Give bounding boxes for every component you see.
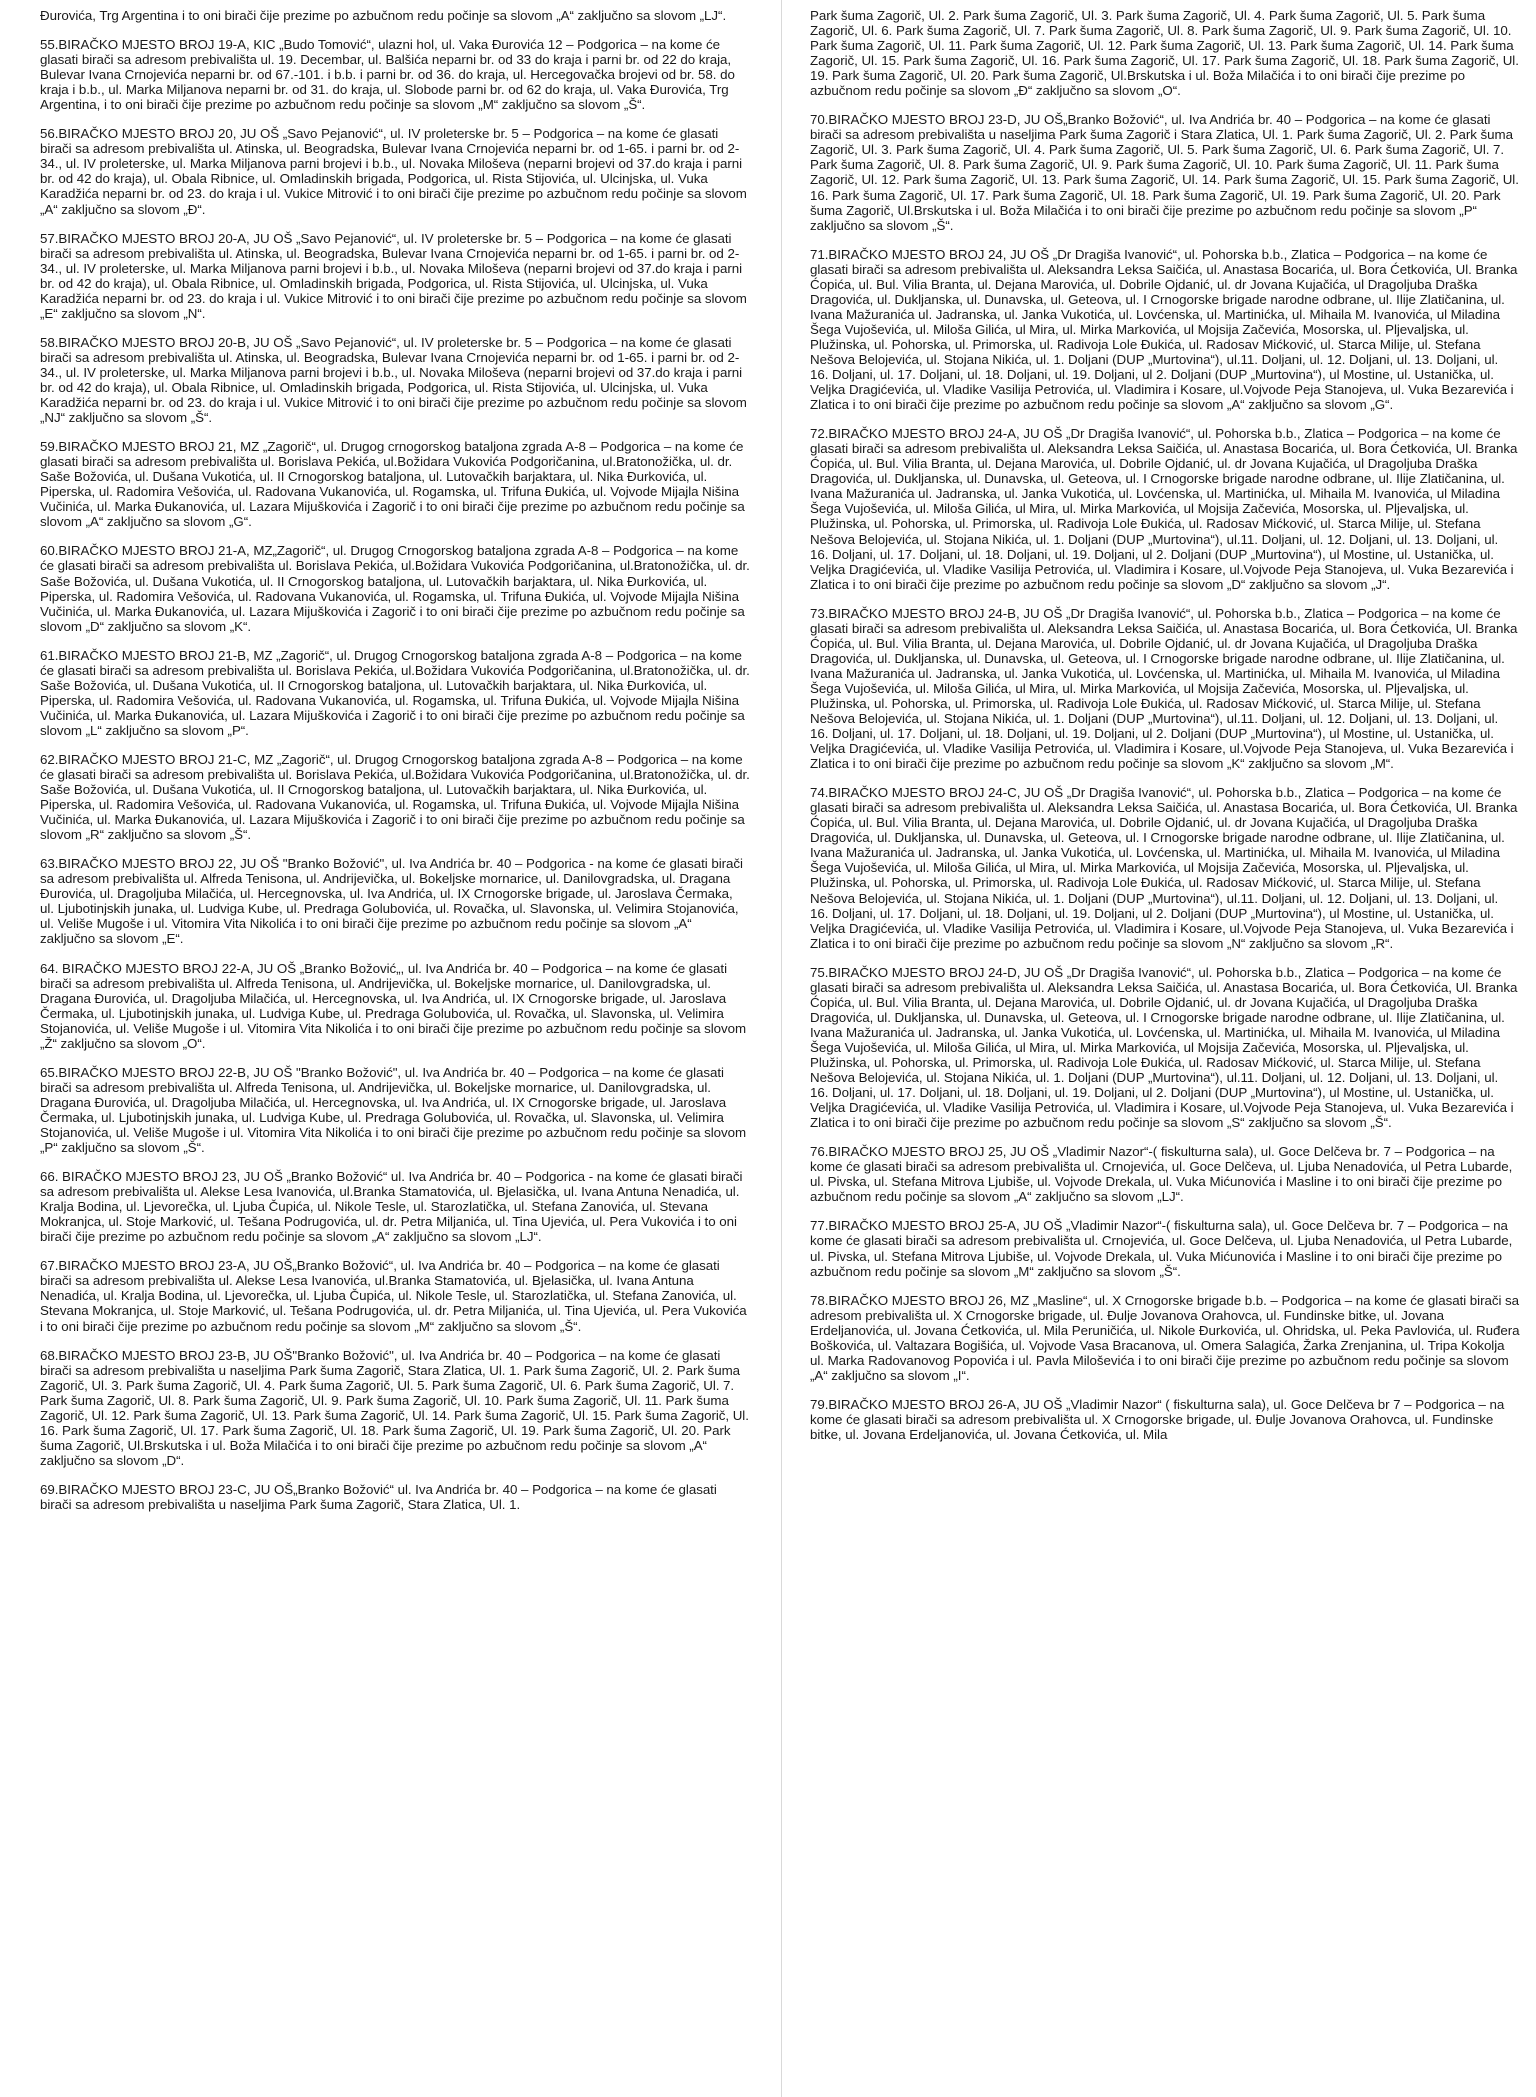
entry-77: 77.BIRAČKO MJESTO BROJ 25-A, JU OŠ „Vladimir Nazor“-( fiskulturna sala), ul. Goce Delčeva br. 7 – Podgorica – na kome će glasati birači sa adresom prebivališta ul. Crnojevića, ul. Goce Delčeva, ul. Ljuba Nenadovića, ul Petra Lubarde, ul. Pivska, ul. Stefana Mitrova Ljubiše, ul. Vojvode Drekala, ul. Vuka Mićunovića i Masline i to oni birači čije prezime po azbučnom redu počinje sa slovom „M“ zaključno sa slovom „Š“. xyxy=(810,1218,1513,1279)
entry-72: 72.BIRAČKO MJESTO BROJ 24-A, JU OŠ „Dr Dragiša Ivanović“, ul. Pohorska b.b., Zlatica – Podgorica – na kome će glasati birači sa adresom prebivališta ul. Aleksandra Leksa Saičića, ul. Anastasa Bocarića, ul. Bora Ćetkovića, Ul. Branka Ćopića, ul. Bul. Vilia Branta, ul. Dejana Marovića, ul. Dobrile Ojdanić, ul. dr Jovana Kujačića, ul Dragoljuba Draška Dragovića, ul. Dukljanska, ul. Dunavska, ul. Geteova, ul. I Crnogorske brigade narodne odbrane, ul. Ilije Zlatičanina, ul. Ivana Mažuranića ul. Jadranska, ul. Janka Vukotića, ul. Lovćenska, ul. Martinićka, ul. Mihaila M. Ivanovića, ul Miladina Šega Vujoševića, ul. Miloša Gilića, ul Mira, ul. Mirka Markovića, ul Mojsija Začevića, Mosorska, ul. Pljevaljska, ul. Plužinska, ul. Pohorska, ul. Primorska, ul. Radivoja Lole Đukića, ul. Radosav Mićković, ul. Starca Milije, ul. Stefana Nešova Belojevića, ul. Stojana Nikića, ul. 1. Doljani (DUP „Murtovina“), ul.11. Doljani, ul. 12. Doljani, ul. 13. Doljani, ul. 16. Doljani, ul. 17. Doljani, ul. 18. Doljani, ul. 19. Doljani, ul 2. Doljani (DUP „Murtovina“), ul Mostine, ul. Ustanička, ul. Veljka Dragićevića, ul. Vladike Vasilija Petrovića, ul. Vladimira i Kosare, ul.Vojvode Peja Stanojeva, ul. Vuka Bezarevića i Zlatica i to oni birači čije prezime po azbučnom redu počinje sa slovom „D“ zaključno sa slovom „J“. xyxy=(810,426,1518,592)
left-column xyxy=(40,8,750,1526)
entry-61: 61.BIRAČKO MJESTO BROJ 21-B, MZ „Zagorič“, ul. Drugog Crnogorskog bataljona zgrada A-8 – Podgorica – na kome će glasati birači sa adresom prebivališta ul. Borislava Pekića, ul.Božidara Vukovića Podgoričanina, ul.Bratonožička, ul. dr. Saše Božovića, ul. Dušana Vukotića, ul. II Crnogorskog bataljona, ul. Lutovačkih barjaktara, ul. Nika Đurkovića, ul. Piperska, ul. Radomira Vešovića, ul. Radovana Vukanovića, ul. Rogamska, ul. Trifuna Đukića, ul. Vojvode Mijajla Nišina Vučinića, ul. Marka Đukanovića, ul. Lazara Mijuškovića i Zagorič i to oni birači čije prezime po azbučnom redu počinje sa slovom „L“ zaključno sa slovom „P“. xyxy=(40,647,750,738)
entry-59: 59.BIRAČKO MJESTO BROJ 21, MZ „Zagorič“, ul. Drugog crnogorskog bataljona zgrada A-8 – Podgorica – na kome će glasati birači sa adresom prebivališta ul. Borislava Pekića, ul.Božidara Vukovića Podgoričanina, ul.Bratonožička, ul. dr. Saše Božovića, ul. Dušana Vukotića, ul. II Crnogorskog bataljona, ul. Lutovačkih barjaktara, ul. Nika Đurkovića, ul. Piperska, ul. Radomira Vešovića, ul. Radovana Vukanovića, ul. Rogamska, ul. Trifuna Đukića, ul. Vojvode Mijajla Nišina Vučinića, ul. Marka Đukanovića, ul. Lazara Mijuškovića i Zagorič i to oni birači čije prezime po azbučnom redu počinje sa slovom „A“ zaključno sa slovom „G“. xyxy=(40,439,745,530)
entry-55: 55.BIRAČKO MJESTO BROJ 19-A, KIC „Budo Tomović“, ulazni hol, ul. Vaka Đurovića 12 – Podgorica – na kome će glasati birači sa adresom prebivališta ul. 19. Decembar, ul. Balšića neparni br. od 33 do kraja i parni br. od 22 do kraja, Bulevar Ivana Crnojevića neparni br. od 67.-101. i b.b. i parni br. od 36. do kraja, ul. Hercegovačka brojevi od br. 58. do kraja i b.b., ul. Marka Miljanova neparni br. od 31. do kraja, ul. Slobode parni br. od 62 do kraja, ul. Vaka Đurovića, Trg Argentina, i to oni birači čije prezime po azbučnom redu počinje sa slovom „M“ zaključno sa slovom „Š“. xyxy=(40,37,735,113)
entry-63: 63.BIRAČKO MJESTO BROJ 22, JU OŠ "Branko Božović", ul. Iva Andrića br. 40 – Podgorica - na kome će glasati birači sa adresom prebivališta ul. Alfreda Tenisona, ul. Andrijevička, ul. Bokeljske mornarice, ul. Danilovgradska, ul. Dragana Đurovića, ul. Dragoljuba Milačića, ul. Hercegnovska, ul. Iva Andrića, ul. IX Crnogorske brigade, ul. Jaroslava Čermaka, ul. Ljubotinjskih junaka, ul. Ludviga Kube, ul. Predraga Golubovića, ul. Rovačka, ul. Slavonska, ul. Velimira Stojanovića, ul. Veliše Mugoše i ul. Vitomira Vita Nikolića i to oni birači čije prezime po azbučnom redu počinje sa slovom „A“ zaključno sa slovom „E“. xyxy=(40,856,743,947)
entry-79: 79.BIRAČKO MJESTO BROJ 26-A, JU OŠ „Vladimir Nazor“ ( fiskulturna sala), ul. Goce Delčeva br 7 – Podgorica – na kome će glasati birači sa adresom prebivališta ul. X Crnogorske brigade, ul. Đulje Jovanova Orahovca, ul. Fundinske bitke, ul. Jovana Erdeljanovića, ul. Jovana Ćetkovića, ul. Mila xyxy=(810,1396,1505,1442)
entry-56: 56.BIRAČKO MJESTO BROJ 20, JU OŠ „Savo Pejanović“, ul. IV proleterske br. 5 – Podgorica – na kome će glasati birači sa adresom prebivališta ul. Atinska, ul. Beogradska, Bulevar Ivana Crnojevića neparni br. od 1-65. i parni br. od 2-34., ul. IV proleterske, ul. Marka Miljanova parni brojevi i b.b., ul. Novaka Miloševa (neparni brojevi od 37.do kraja i parni br. od 42 do kraja), ul. Obala Ribnice, ul. Omladinskih brigada, Podgorica, ul. Rista Stijovića, ul. Ulcinjska, ul. Vuka Karadžića neparni br. od 23. do kraja i ul. Vukice Mitrović i to oni birači čije prezime po azbučnom redu počinje sa slovom „A“ zaključno sa slovom „Đ“. xyxy=(40,126,747,217)
entry-73: 73.BIRAČKO MJESTO BROJ 24-B, JU OŠ „Dr Dragiša Ivanović“, ul. Pohorska b.b., Zlatica – Podgorica – na kome će glasati birači sa adresom prebivališta ul. Aleksandra Leksa Saičića, ul. Anastasa Bocarića, ul. Bora Ćetkovića, Ul. Branka Ćopića, ul. Bul. Vilia Branta, ul. Dejana Marovića, ul. Dobrile Ojdanić, ul. dr Jovana Kujačića, ul Dragoljuba Draška Dragovića, ul. Dukljanska, ul. Dunavska, ul. Geteova, ul. I Crnogorske brigade narodne odbrane, ul. Ilije Zlatičanina, ul. Ivana Mažuranića ul. Jadranska, ul. Janka Vukotića, ul. Lovćenska, ul. Martinićka, ul. Mihaila M. Ivanovića, ul Miladina Šega Vujoševića, ul. Miloša Gilića, ul Mira, ul. Mirka Markovića, ul Mojsija Začevića, Mosorska, ul. Pljevaljska, ul. Plužinska, ul. Pohorska, ul. Primorska, ul. Radivoja Lole Đukića, ul. Radosav Mićković, ul. Starca Milije, ul. Stefana Nešova Belojevića, ul. Stojana Nikića, ul. 1. Doljani (DUP „Murtovina“), ul.11. Doljani, ul. 12. Doljani, ul. 13. Doljani, ul. 16. Doljani, ul. 17. Doljani, ul. 18. Doljani, ul. 19. Doljani, ul 2. Doljani (DUP „Murtovina“), ul Mostine, ul. Ustanička, ul. Veljka Dragićevića, ul. Vladike Vasilija Petrovića, ul. Vladimira i Kosare, ul.Vojvode Peja Stanojeva, ul. Vuka Bezarevića i Zlatica i to oni birači čije prezime po azbučnom redu počinje sa slovom „K“ zaključno sa slovom „M“. xyxy=(810,605,1518,772)
entry-68: 68.BIRAČKO MJESTO BROJ 23-B, JU OŠ"Branko Božović", ul. Iva Andrića br. 40 – Podgorica – na kome će glasati birači sa adresom prebivališta u naseljima Park šuma Zagorič, Stara Zlatica, Ul. 1. Park šuma Zagorič, Ul. 2. Park šuma Zagorič, Ul. 3. Park šuma Zagorič, Ul. 4. Park šuma Zagorič, Ul. 5. Park šuma Zagorič, Ul. 6. Park šuma Zagorič, Ul. 7. Park šuma Zagorič, Ul. 8. Park šuma Zagorič, Ul. 9. Park šuma Zagorič, Ul. 10. Park šuma Zagorič, Ul. 11. Park šuma Zagorič, Ul. 12. Park šuma Zagorič, Ul. 13. Park šuma Zagorič, Ul. 14. Park šuma Zagorič, Ul. 15. Park šuma Zagorič, Ul. 16. Park šuma Zagorič, Ul. 17. Park šuma Zagorič, Ul. 18. Park šuma Zagorič, Ul. 19. Park šuma Zagorič, Ul. 20. Park šuma Zagorič, Ul.Brskutska i ul. Boža Milačića i to oni birači čije prezime po azbučnom redu počinje sa slovom „A“ zaključno sa slovom „D“. xyxy=(40,1347,749,1468)
column-divider xyxy=(781,0,782,2097)
entry-64: 64. BIRAČKO MJESTO BROJ 22-A, JU OŠ „Branko Božović„, ul. Iva Andrića br. 40 – Podgorica – na kome će glasati birači sa adresom prebivališta ul. Alfreda Tenisona, ul. Andrijevička, ul. Bokeljske mornarice, ul. Danilovgradska, ul. Dragana Đurovića, ul. Dragoljuba Milačića, ul. Hercegnovska, ul. Iva Andrića, ul. IX Crnogorske brigade, ul. Jaroslava Čermaka, ul. Ljubotinjskih junaka, ul. Ludviga Kube, ul. Predraga Golubovića, ul. Rovačka, ul. Slavonska, ul. Velimira Stojanovića, ul. Veliše Mugoše i ul. Vitomira Vita Nikolića i to oni birači čije prezime po azbučnom redu počinje sa slovom „Ž“ zaključno sa slovom „O“. xyxy=(40,960,747,1051)
entry-60: 60.BIRAČKO MJESTO BROJ 21-A, MZ„Zagorič“, ul. Drugog Crnogorskog bataljona zgrada A-8 – Podgorica – na kome će glasati birači sa adresom prebivališta ul. Borislava Pekića, ul.Božidara Vukovića Podgoričanina, ul.Bratonožička, ul. dr. Saše Božovića, ul. Dušana Vukotića, ul. II Crnogorskog bataljona, ul. Lutovačkih barjaktara, ul. Nika Đurkovića, ul. Piperska, ul. Radomira Vešovića, ul. Radovana Vukanovića, ul. Rogamska, ul. Trifuna Đukića, ul. Vojvode Mijajla Nišina Vučinića, ul. Marka Đukanovića, ul. Lazara Mijuškovića i Zagorič i to oni birači čije prezime po azbučnom redu počinje sa slovom „D“ zaključno sa slovom „K“. xyxy=(40,543,750,634)
entry-67: 67.BIRAČKO MJESTO BROJ 23-A, JU OŠ„Branko Božović“, ul. Iva Andrića br. 40 – Podgorica – na kome će glasati birači sa adresom prebivališta ul. Alekse Lesa Ivanovića, ul.Branka Stamatovića, ul. Bjelasička, ul. Ivana Antuna Nenadića, ul. Kralja Bodina, ul. Ljevorečka, ul. Ljuba Čupića, ul. Nikole Tesle, ul. Starozlatička, ul. Stefana Zanovića, ul. Stevana Mokranjca, ul. Stoje Marković, ul. Tešana Podrugovića, ul. dr. Petra Miljanića, ul. Tina Ujevića, ul. Pera Vukovića i to oni birači čije prezime po azbučnom redu počinje sa slovom „M“ zaključno sa slovom „Š“. xyxy=(40,1258,747,1334)
entry-66: 66. BIRAČKO MJESTO BROJ 23, JU OŠ „Branko Božović“ ul. Iva Andrića br. 40 – Podgorica - na kome će glasati birači sa adresom prebivališta ul. Alekse Lesa Ivanovića, ul.Branka Stamatovića, ul. Bjelasička, ul. Ivana Antuna Nenadića, ul. Kralja Bodina, ul. Ljevorečka, ul. Ljuba Čupića, ul. Nikole Tesle, ul. Starozlatička, ul. Stefana Zanovića, ul. Stevana Mokranjca, ul. Stoje Marković, ul. Tešana Podrugovića, ul. dr. Petra Miljanića, ul. Tina Ujevića, ul. Pera Vukovića i to oni birači čije prezime po azbučnom redu počinje sa slovom „A“ zaključno sa slovom „LJ“. xyxy=(40,1169,743,1245)
entry-76: 76.BIRAČKO MJESTO BROJ 25, JU OŠ „Vladimir Nazor“-( fiskulturna sala), ul. Goce Delčeva br. 7 – Podgorica – na kome će glasati birači sa adresom prebivališta ul. Crnojevića, ul. Goce Delčeva, ul. Ljuba Nenadovića, ul Petra Lubarde, ul. Pivska, ul. Stefana Mitrova Ljubiše, ul. Vojvode Drekala, ul. Vuka Mićunovića i Masline i to oni birači čije prezime po azbučnom redu počinje sa slovom „A“ zaključno sa slovom „LJ“. xyxy=(810,1144,1513,1205)
entry-continuation-right: Park šuma Zagorič, Ul. 2. Park šuma Zagorič, Ul. 3. Park šuma Zagorič, Ul. 4. Park šuma Zagorič, Ul. 5. Park šuma Zagorič, Ul. 6. Park šuma Zagorič, Ul. 7. Park šuma Zagorič, Ul. 8. Park šuma Zagorič, Ul. 9. Park šuma Zagorič, Ul. 10. Park šuma Zagorič, Ul. 11. Park šuma Zagorič, Ul. 12. Park šuma Zagorič, Ul. 13. Park šuma Zagorič, Ul. 14. Park šuma Zagorič, Ul. 15. Park šuma Zagorič, Ul. 16. Park šuma Zagorič, Ul. 17. Park šuma Zagorič, Ul. 18. Park šuma Zagorič, Ul. 19. Park šuma Zagorič, Ul. 20. Park šuma Zagorič, Ul.Brskutska i ul. Boža Milačića i to oni birači čije prezime po azbučnom redu počinje sa slovom „Đ“ zaključno sa slovom „O“. xyxy=(810,8,1519,99)
entry-75: 75.BIRAČKO MJESTO BROJ 24-D, JU OŠ „Dr Dragiša Ivanović“, ul. Pohorska b.b., Zlatica – Podgorica – na kome će glasati birači sa adresom prebivališta ul. Aleksandra Leksa Saičića, ul. Anastasa Bocarića, ul. Bora Ćetkovića, Ul. Branka Ćopića, ul. Bul. Vilia Branta, ul. Dejana Marovića, ul. Dobrile Ojdanić, ul. dr Jovana Kujačića, ul Dragoljuba Draška Dragovića, ul. Dukljanska, ul. Dunavska, ul. Geteova, ul. I Crnogorske brigade narodne odbrane, ul. Ilije Zlatičanina, ul. Ivana Mažuranića ul. Jadranska, ul. Janka Vukotića, ul. Lovćenska, ul. Martinićka, ul. Mihaila M. Ivanovića, ul Miladina Šega Vujoševića, ul. Miloša Gilića, ul Mira, ul. Mirka Markovića, ul Mojsija Začevića, Mosorska, ul. Pljevaljska, ul. Plužinska, ul. Pohorska, ul. Primorska, ul. Radivoja Lole Đukića, ul. Radosav Mićković, ul. Starca Milije, ul. Stefana Nešova Belojevića, ul. Stojana Nikića, ul. 1. Doljani (DUP „Murtovina“), ul.11. Doljani, ul. 12. Doljani, ul. 13. Doljani, ul. 16. Doljani, ul. 17. Doljani, ul. 18. Doljani, ul. 19. Doljani, ul 2. Doljani (DUP „Murtovina“), ul Mostine, ul. Ustanička, ul. Veljka Dragićevića, ul. Vladike Vasilija Petrovića, ul. Vladimira i Kosare, ul.Vojvode Peja Stanojeva, ul. Vuka Bezarevića i Zlatica i to oni birači čije prezime po azbučnom redu počinje sa slovom „S“ zaključno sa slovom „Š“. xyxy=(810,964,1518,1131)
entry-65: 65.BIRAČKO MJESTO BROJ 22-B, JU OŠ "Branko Božović", ul. Iva Andrića br. 40 – Podgorica – na kome će glasati birači sa adresom prebivališta ul. Alfreda Tenisona, ul. Andrijevička, ul. Bokeljske mornarice, ul. Danilovgradska, ul. Dragana Đurovića, ul. Dragoljuba Milačića, ul. Hercegnovska, ul. Iva Andrića, ul. IX Crnogorske brigade, ul. Jaroslava Čermaka, ul. Ljubotinjskih junaka, ul. Ludviga Kube, ul. Predraga Golubovića, ul. Rovačka, ul. Slavonska, ul. Velimira Stojanovića, ul. Veliše Mugoše i ul. Vitomira Vita Nikolića i to oni birači čije prezime po azbučnom redu počinje sa slovom „P“ zaključno sa slovom „Š“. xyxy=(40,1064,747,1156)
entry-78: 78.BIRAČKO MJESTO BROJ 26, MZ „Masline“, ul. X Crnogorske brigade b.b. – Podgorica – na kome će glasati birači sa adresom prebivališta ul. X Crnogorske brigade, ul. Đulje Jovanova Orahovca, ul. Fundinske bitke, ul. Jovana Erdeljanovića, ul. Jovana Ćetkovića, ul. Mila Peruničića, ul. Nikole Đurkovića, ul. Ohridska, ul. Peka Pavlovića, ul. Ruđera Boškovića, ul. Valtazara Bogišića, ul. Vojvode Vasa Bracanova, ul. Omera Salagića, Žarka Zrenjanina, ul. Tripa Kokolja ul. Marka Radovanovog Popovića i ul. Pavla Miloševića i to oni birači čije prezime po azbučnom redu počinje sa slovom „A“ zaključno sa slovom „I“. xyxy=(810,1292,1520,1383)
entry-continuation-left: Đurovića, Trg Argentina i to oni birači čije prezime po azbučnom redu počinje sa slovom „A“ zaključno sa slovom „LJ“. xyxy=(40,8,727,23)
entry-74: 74.BIRAČKO MJESTO BROJ 24-C, JU OŠ „Dr Dragiša Ivanović“, ul. Pohorska b.b., Zlatica – Podgorica – na kome će glasati birači sa adresom prebivališta ul. Aleksandra Leksa Saičića, ul. Anastasa Bocarića, ul. Bora Ćetkovića, Ul. Branka Ćopića, ul. Bul. Vilia Branta, ul. Dejana Marovića, ul. Dobrile Ojdanić, ul. dr Jovana Kujačića, ul Dragoljuba Draška Dragovića, ul. Dukljanska, ul. Dunavska, ul. Geteova, ul. I Crnogorske brigade narodne odbrane, ul. Ilije Zlatičanina, ul. Ivana Mažuranića ul. Jadranska, ul. Janka Vukotića, ul. Lovćenska, ul. Martinićka, ul. Mihaila M. Ivanovića, ul Miladina Šega Vujoševića, ul. Miloša Gilića, ul Mira, ul. Mirka Markovića, ul Mojsija Začevića, Mosorska, ul. Pljevaljska, ul. Plužinska, ul. Pohorska, ul. Primorska, ul. Radivoja Lole Đukića, ul. Radosav Mićković, ul. Starca Milije, ul. Stefana Nešova Belojevića, ul. Stojana Nikića, ul. 1. Doljani (DUP „Murtovina“), ul.11. Doljani, ul. 12. Doljani, ul. 13. Doljani, ul. 16. Doljani, ul. 17. Doljani, ul. 18. Doljani, ul. 19. Doljani, ul 2. Doljani (DUP „Murtovina“), ul Mostine, ul. Ustanička, ul. Veljka Dragićevića, ul. Vladike Vasilija Petrovića, ul. Vladimira i Kosare, ul.Vojvode Peja Stanojeva, ul. Vuka Bezarevića i Zlatica i to oni birači čije prezime po azbučnom redu počinje sa slovom „N“ zaključno sa slovom „R“. xyxy=(810,785,1518,951)
entry-58: 58.BIRAČKO MJESTO BROJ 20-B, JU OŠ „Savo Pejanović“, ul. IV proleterske br. 5 – Podgorica – na kome će glasati birači sa adresom prebivališta ul. Atinska, ul. Beogradska, Bulevar Ivana Crnojevića neparni br. od 1-65. i parni br. od 2-34., ul. IV proleterske, ul. Marka Miljanova parni brojevi i b.b., ul. Novaka Miloševa (neparni brojevi od 37.do kraja i parni br. od 42 do kraja), ul. Obala Ribnice, ul. Omladinskih brigada, Podgorica, ul. Rista Stijovića, ul. Ulcinjska, ul. Vuka Karadžića neparni br. od 23. do kraja i ul. Vukice Mitrović i to oni birači čije prezime po azbučnom redu počinje sa slovom „NJ“ zaključno sa slovom „Š“. xyxy=(40,334,747,426)
entry-69: 69.BIRAČKO MJESTO BROJ 23-C, JU OŠ„Branko Božović“ ul. Iva Andrića br. 40 – Podgorica – na kome će glasati birači sa adresom prebivališta u naseljima Park šuma Zagorič, Stara Zlatica, Ul. 1. xyxy=(40,1481,717,1512)
entry-62: 62.BIRAČKO MJESTO BROJ 21-C, MZ „Zagorič“, ul. Drugog Crnogorskog bataljona zgrada A-8 – Podgorica – na kome će glasati birači sa adresom prebivališta ul. Borislava Pekića, ul.Božidara Vukovića Podgoričanina, ul.Bratonožička, ul. dr. Saše Božovića, ul. Dušana Vukotića, ul. II Crnogorskog bataljona, ul. Lutovačkih barjaktara, ul. Nika Đurkovića, ul. Piperska, ul. Radomira Vešovića, ul. Radovana Vukanovića, ul. Rogamska, ul. Trifuna Đukića, ul. Vojvode Mijajla Nišina Vučinića, ul. Marka Đukanovića, ul. Lazara Mijuškovića i Zagorič i to oni birači čije prezime po azbučnom redu počinje sa slovom „R“ zaključno sa slovom „Š“. xyxy=(40,751,750,843)
entry-71: 71.BIRAČKO MJESTO BROJ 24, JU OŠ „Dr Dragiša Ivanović“, ul. Pohorska b.b., Zlatica – Podgorica – na kome će glasati birači sa adresom prebivališta ul. Aleksandra Leksa Saičića, ul. Anastasa Bocarića, ul. Bora Ćetkovića, Ul. Branka Ćopića, ul. Bul. Vilia Branta, ul. Dejana Marovića, ul. Dobrile Ojdanić, ul. dr Jovana Kujačića, ul Dragoljuba Draška Dragovića, ul. Dukljanska, ul. Dunavska, ul. Geteova, ul. I Crnogorske brigade narodne odbrane, ul. Ilije Zlatičanina, ul. Ivana Mažuranića ul. Jadranska, ul. Janka Vukotića, ul. Lovćenska, ul. Martinićka, ul. Mihaila M. Ivanovića, ul Miladina Šega Vujoševića, ul. Miloša Gilića, ul Mira, ul. Mirka Markovića, ul Mojsija Začevića, Mosorska, ul. Pljevaljska, ul. Plužinska, ul. Pohorska, ul. Primorska, ul. Radivoja Lole Đukića, ul. Radosav Mićković, ul. Starca Milije, ul. Stefana Nešova Belojevića, ul. Stojana Nikića, ul. 1. Doljani (DUP „Murtovina“), ul.11. Doljani, ul. 12. Doljani, ul. 13. Doljani, ul. 16. Doljani, ul. 17. Doljani, ul. 18. Doljani, ul. 19. Doljani, ul 2. Doljani (DUP „Murtovina“), ul Mostine, ul. Ustanička, ul. Veljka Dragićevića, ul. Vladike Vasilija Petrovića, ul. Vladimira i Kosare, ul.Vojvode Peja Stanojeva, ul. Vuka Bezarevića i Zlatica i to oni birači čije prezime po azbučnom redu počinje sa slovom „A“ zaključno sa slovom „G“. xyxy=(810,246,1518,413)
right-column xyxy=(810,8,1520,1456)
entry-70: 70.BIRAČKO MJESTO BROJ 23-D, JU OŠ„Branko Božović“, ul. Iva Andrića br. 40 – Podgorica – na kome će glasati birači sa adresom prebivališta u naseljima Park šuma Zagorič i Stara Zlatica, Ul. 1. Park šuma Zagorič, Ul. 2. Park šuma Zagorič, Ul. 3. Park šuma Zagorič, Ul. 4. Park šuma Zagorič, Ul. 5. Park šuma Zagorič, Ul. 6. Park šuma Zagorič, Ul. 7. Park šuma Zagorič, Ul. 8. Park šuma Zagorič, Ul. 9. Park šuma Zagorič, Ul. 10. Park šuma Zagorič, Ul. 11. Park šuma Zagorič, Ul. 12. Park šuma Zagorič, Ul. 13. Park šuma Zagorič, Ul. 14. Park šuma Zagorič, Ul. 15. Park šuma Zagorič, Ul. 16. Park šuma Zagorič, Ul. 17. Park šuma Zagorič, Ul. 18. Park šuma Zagorič, Ul. 19. Park šuma Zagorič, Ul. 20. Park šuma Zagorič, Ul.Brskutska i ul. Boža Milačića i to oni birači čije prezime po azbučnom redu počinje sa slovom „P“ zaključno sa slovom „Š“. xyxy=(810,112,1519,233)
entry-57: 57.BIRAČKO MJESTO BROJ 20-A, JU OŠ „Savo Pejanović“, ul. IV proleterske br. 5 – Podgorica – na kome će glasati birači sa adresom prebivališta ul. Atinska, ul. Beogradska, Bulevar Ivana Crnojevića neparni br. od 1-65. i parni br. od 2-34., ul. IV proleterske, ul. Marka Miljanova parni brojevi i b.b., ul. Novaka Miloševa (neparni brojevi od 37.do kraja i parni br. od 42 do kraja), ul. Obala Ribnice, ul. Omladinskih brigada, Podgorica, ul. Rista Stijovića, ul. Ulcinjska, ul. Vuka Karadžića neparni br. od 23. do kraja i ul. Vukice Mitrović i to oni birači čije prezime po azbučnom redu počinje sa slovom „E“ zaključno sa slovom „N“. xyxy=(40,230,747,321)
